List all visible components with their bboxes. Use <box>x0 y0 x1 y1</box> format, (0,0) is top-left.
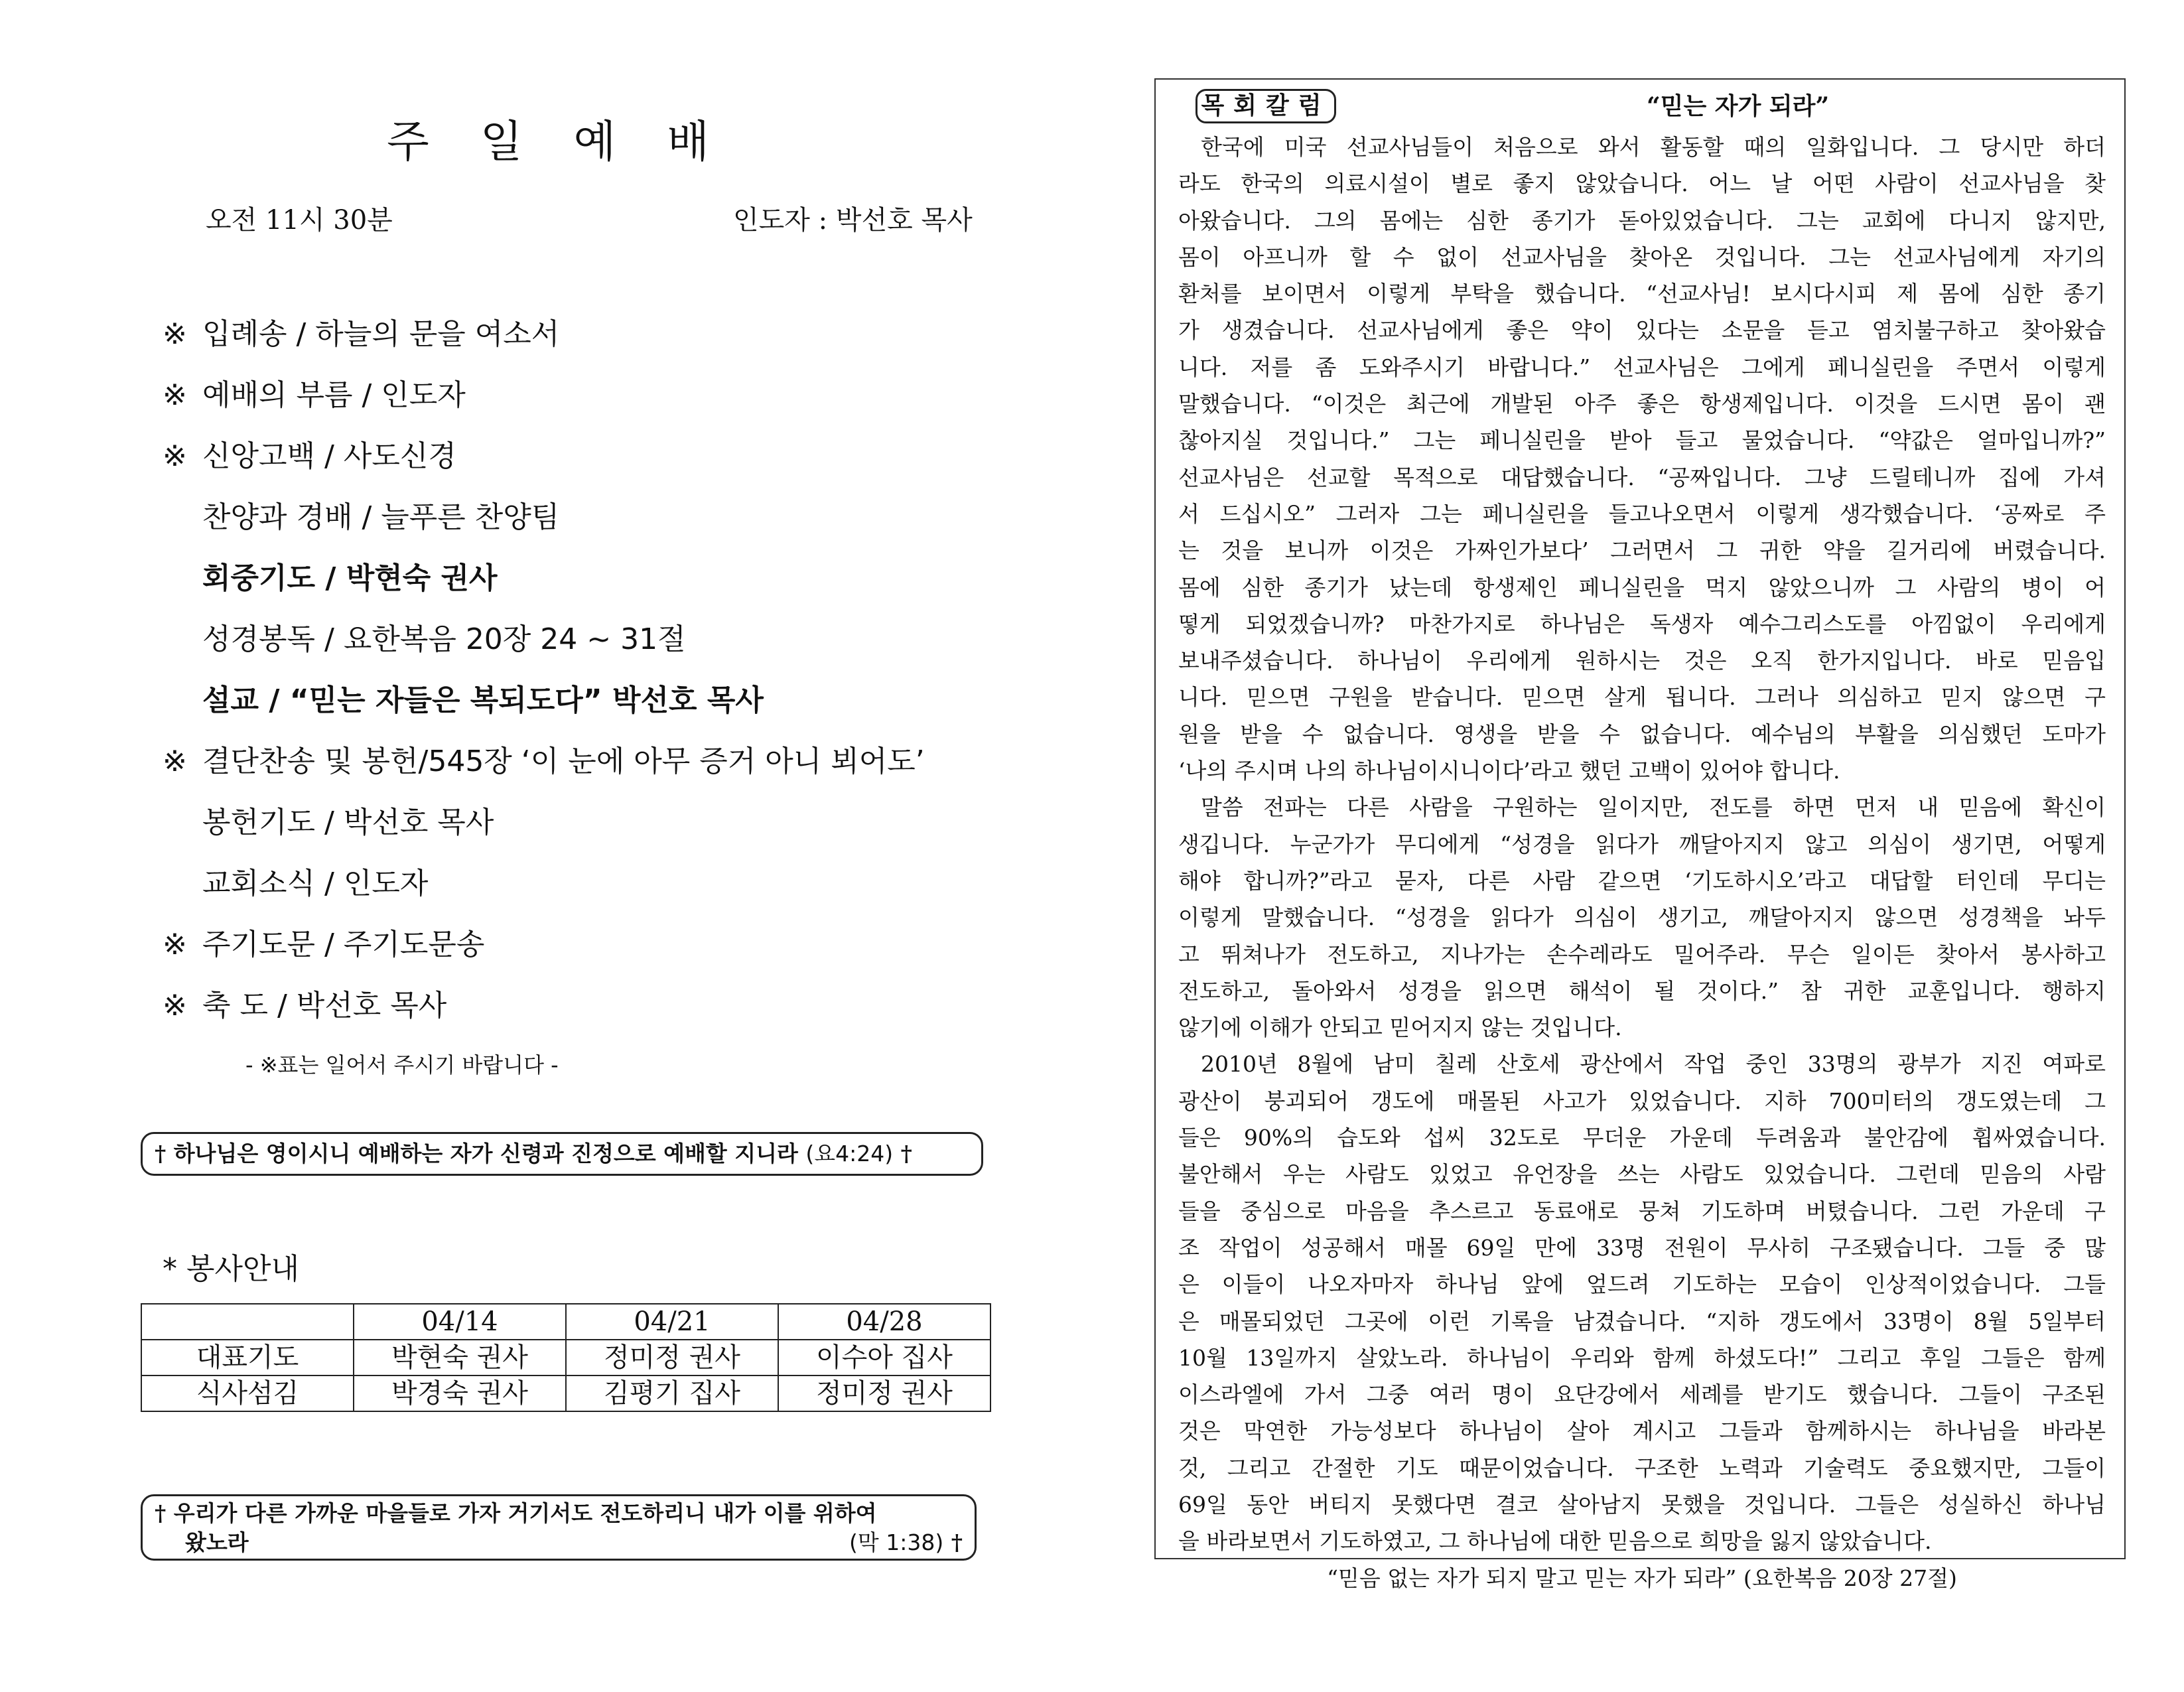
column-line: 것은 막연한 가능성보다 하나님이 살아 계시고 그들과 함께하시는 하나님을 바라본 <box>1178 1418 2106 1445</box>
worship-order-text: 결단찬송 및 봉헌/545장 ‘이 눈에 아무 증거 아니 뵈어도’ <box>202 744 925 778</box>
dagger-icon: † <box>155 1500 167 1526</box>
worship-order-text: 신앙고백 / 사도신경 <box>202 439 456 473</box>
reference-mark-icon: ※ <box>163 989 187 1022</box>
verse-text: 우리가 다른 가까운 마을들로 가자 거기서도 전도하리니 내가 이를 위하여 <box>173 1500 877 1526</box>
column-line: 2010년 8월에 남미 칠레 산호세 광산에서 작업 중인 33명의 광부가 지진 여파로 <box>1201 1051 2106 1078</box>
verse-text: 왔노라 <box>185 1529 249 1555</box>
verse-line <box>155 1499 963 1528</box>
column-line: 고 뛰쳐나가 전도하고, 지나가는 손수레라도 밀어주라. 무슨 일이든 찾아서 봉사하고 <box>1178 941 2106 967</box>
worship-order-text: 회중기도 / 박현숙 권사 <box>202 561 498 595</box>
column-line: “믿음 없는 자가 되지 말고 믿는 자가 되라” (요한복음 20장 27절) <box>1327 1565 1957 1591</box>
worship-order-text: 예배의 부름 / 인도자 <box>202 378 466 412</box>
worship-order-item <box>163 548 925 609</box>
reference-mark-icon: ※ <box>163 744 187 778</box>
worship-order-item <box>163 914 925 975</box>
column-line: 보내주셨습니다. 하나님이 우리에게 원하시는 것은 오직 한가지입니다. 바로 믿음입 <box>1178 648 2106 674</box>
column-line: 니다. 믿으면 구원을 받습니다. 믿으면 살게 됩니다. 그러나 의심하고 믿지 않으면 구 <box>1178 684 2106 711</box>
table-header-cell: 04/14 <box>354 1304 566 1340</box>
table-cell: 김평기 집사 <box>566 1375 778 1411</box>
column-line: 환처를 보이면서 이렇게 부탁을 했습니다. “선교사님! 보시다시피 제 몸에 심한 종기 <box>1178 281 2106 307</box>
column-line: 서 드십시오” 그러자 그는 페니실린을 들고나오면서 이렇게 생각했습니다. ‘공짜로 주 <box>1178 500 2106 527</box>
column-line: 말씀 전파는 다른 사람을 구원하는 일이지만, 전도를 하면 먼저 내 믿음에 확신이 <box>1201 794 2106 821</box>
column-line: 광산이 붕괴되어 갱도에 매몰된 사고가 있었습니다. 지하 700미터의 갱도였는데 그 <box>1178 1088 2106 1114</box>
service-table <box>141 1303 991 1412</box>
column-line: 몸이 아프니까 할 수 없이 선교사님을 찾아온 것입니다. 그는 선교사님에게 자기의 <box>1178 244 2106 270</box>
column-line: 들은 90%의 습도와 섭씨 32도로 무더운 가운데 두려움과 불안감에 휩싸였습니다. <box>1178 1125 2106 1151</box>
pastor-column <box>1154 78 2126 1591</box>
column-line: 해야 합니까?”라고 묻자, 다른 사람 같으면 ‘기도하시오’라고 대답할 터인데 무디는 <box>1178 867 2106 894</box>
column-line: 을 바라보면서 기도하였고, 그 하나님에 대한 믿음으로 희망을 잃지 않았습니다. <box>1178 1528 1932 1555</box>
table-header-cell: 04/21 <box>566 1304 778 1340</box>
column-line: 선교사님은 선교할 목적으로 대답했습니다. “공짜입니다. 그냥 드릴테니까 집에 가셔 <box>1178 464 2106 490</box>
worship-order-item <box>163 975 925 1036</box>
worship-order-item <box>163 731 925 792</box>
table-cell: 식사섬김 <box>141 1375 354 1411</box>
reference-mark-icon <box>163 609 202 670</box>
verse-box-mark <box>141 1494 977 1561</box>
dagger-icon: † <box>155 1141 167 1166</box>
table-cell: 정미정 권사 <box>566 1340 778 1375</box>
column-line: 아왔습니다. 그의 몸에는 심한 종기가 돋아있었습니다. 그는 교회에 다니지 않지만, <box>1178 207 2106 234</box>
column-line: 원을 받을 수 없습니다. 영생을 받을 수 없습니다. 예수님의 부활을 의심했던 도마가 <box>1178 721 2106 747</box>
column-line: 전도하고, 돌아와서 성경을 읽으면 해석이 될 것이다.” 참 귀한 교훈입니다. 행하지 <box>1178 977 2106 1004</box>
table-header-row <box>141 1304 990 1340</box>
column-line: 불안해서 우는 사람도 있었고 유언장을 쓰는 사람도 있었습니다. 그런데 믿음의 사람 <box>1178 1161 2106 1188</box>
column-line: 니다. 저를 좀 도와주시기 바랍니다.” 선교사님은 그에게 페니실린을 주면서 이렇게 <box>1178 354 2106 380</box>
reference-mark-icon: ※ <box>163 378 187 412</box>
worship-order-list <box>163 304 925 1036</box>
table-row <box>141 1375 990 1411</box>
reference-mark-icon <box>163 792 202 853</box>
worship-order-item <box>163 365 925 426</box>
worship-order-text: 입례송 / 하늘의 문을 여소서 <box>202 317 560 351</box>
column-line: 가 생겼습니다. 선교사님에게 좋은 약이 있다는 소문을 듣고 염치불구하고 찾아왔습 <box>1178 317 2106 344</box>
page-title: 주 일 예 배 <box>387 116 728 167</box>
column-line: 은 매몰되었던 그곳에 이런 기록을 남겼습니다. “지하 갱도에서 33명이 8월 5일부터 <box>1178 1308 2106 1334</box>
reference-mark-icon: ※ <box>163 317 187 351</box>
column-line: 들을 중심으로 마음을 추스르고 동료애로 뭉쳐 기도하며 버텼습니다. 그런 가운데 구 <box>1178 1198 2106 1224</box>
worship-order-item <box>163 792 925 853</box>
worship-order-text: 설교 / “믿는 자들은 복되도다” 박선호 목사 <box>202 683 764 717</box>
column-body <box>1178 129 2106 1596</box>
column-line: 10월 13일까지 살았노라. 하나님이 우리와 함께 하셨도다!” 그리고 후일 그들은 함께 <box>1178 1344 2106 1371</box>
column-line: 말했습니다. “이것은 최근에 개발된 아주 좋은 항생제입니다. 이것을 드시면 몸이 괜 <box>1178 391 2106 417</box>
dagger-icon: † <box>951 1529 963 1555</box>
column-line: 않기에 이해가 안되고 믿어지지 않는 것입니다. <box>1178 1015 1622 1041</box>
table-cell: 대표기도 <box>141 1340 354 1375</box>
verse-reference: (막 1:38) <box>849 1529 944 1555</box>
worship-order-text: 축 도 / 박선호 목사 <box>202 989 447 1022</box>
worship-order-item <box>163 304 925 365</box>
column-line: 한국에 미국 선교사님들이 처음으로 와서 활동할 때의 일화입니다. 그 당시만 하더 <box>1201 134 2106 160</box>
column-line: 몸에 심한 종기가 났는데 항생제인 페니실린을 먹지 않았으니까 그 사람의 병이 어 <box>1178 574 2106 600</box>
column-line: 라도 한국의 의료시설이 별로 좋지 않았습니다. 어느 날 어떤 사람이 선교사님을 찾 <box>1178 171 2106 197</box>
verse-text: 하나님은 영이시니 예배하는 자가 신령과 진정으로 예배할 지니라 <box>173 1141 798 1166</box>
reference-mark-icon: ※ <box>163 439 187 473</box>
service-leader: 인도자 : 박선호 목사 <box>733 205 973 236</box>
reference-mark-icon: ※ <box>163 928 187 961</box>
worship-order-item <box>163 426 925 487</box>
worship-order-text: 교회소식 / 인도자 <box>202 867 429 900</box>
table-cell: 박현숙 권사 <box>354 1340 566 1375</box>
worship-order-item <box>163 670 925 731</box>
table-cell: 이수아 집사 <box>778 1340 990 1375</box>
table-header-cell <box>141 1304 354 1340</box>
column-line: 생깁니다. 누군가가 무디에게 “성경을 읽다가 깨달아지지 않고 의심이 생기면, 어떻게 <box>1178 831 2106 857</box>
column-line: ‘나의 주시며 나의 하나님이시니이다’라고 했던 고백이 있어야 합니다. <box>1178 758 1840 784</box>
worship-order-item <box>163 853 925 914</box>
service-guide-title: * 봉사안내 <box>163 1252 300 1286</box>
column-badge: 목회칼럼 <box>1195 89 1336 123</box>
worship-order-text: 찬양과 경배 / 늘푸른 찬양팀 <box>202 500 560 534</box>
service-time: 오전 11시 30분 <box>206 205 393 236</box>
verse-reference: (요4:24) <box>805 1141 894 1166</box>
column-line: 이스라엘에 가서 그중 여러 명이 요단강에서 세례를 받기도 했습니다. 그들이 구조된 <box>1178 1381 2106 1408</box>
dagger-icon: † <box>900 1141 912 1166</box>
column-line: 는 것을 보니까 이것은 가짜인가보다’ 그러면서 그 귀한 약을 길거리에 버렸습니다. <box>1178 537 2106 564</box>
worship-order-item <box>163 487 925 548</box>
reference-mark-icon <box>163 670 202 731</box>
reference-mark-icon <box>163 853 202 914</box>
column-title: “믿는 자가 되라” <box>1647 92 1830 120</box>
stand-note: - ※표는 일어서 주시기 바랍니다 - <box>245 1052 559 1078</box>
table-cell: 박경숙 권사 <box>354 1375 566 1411</box>
worship-order-text: 봉헌기도 / 박선호 목사 <box>202 806 494 839</box>
worship-order-item <box>163 609 925 670</box>
column-line: 떻게 되었겠습니까? 마찬가지로 하나님은 독생자 예수그리스도를 아낌없이 우리에게 <box>1178 610 2106 637</box>
reference-mark-icon <box>163 548 202 609</box>
worship-order-text: 주기도문 / 주기도문송 <box>202 928 485 961</box>
column-line: 찮아지실 것입니다.” 그는 페니실린을 받아 들고 물었습니다. “약값은 얼마입니까?” <box>1178 427 2106 454</box>
table-row <box>141 1340 990 1375</box>
worship-order-text: 성경봉독 / 요한복음 20장 24 ~ 31절 <box>202 622 686 656</box>
column-line: 이렇게 말했습니다. “성경을 읽다가 의심이 생기고, 깨달아지지 않으면 성경책을 놔두 <box>1178 904 2106 931</box>
table-cell: 정미정 권사 <box>778 1375 990 1411</box>
column-line: 은 이들이 나오자마자 하나님 앞에 엎드려 기도하는 모습이 인상적이었습니다. 그들 <box>1178 1271 2106 1298</box>
column-line: 것, 그리고 간절한 기도 때문이었습니다. 구조한 노력과 기술력도 중요했지만, 그들이 <box>1178 1454 2106 1481</box>
verse-line <box>155 1528 963 1557</box>
reference-mark-icon <box>163 487 202 548</box>
column-line: 69일 동안 버티지 못했다면 결코 살아남지 못했을 것입니다. 그들은 성실하신 하나님 <box>1178 1491 2106 1517</box>
verse-box-john <box>141 1132 983 1176</box>
table-header-cell: 04/28 <box>778 1304 990 1340</box>
column-line: 조 작업이 성공해서 매몰 69일 만에 33명 전원이 무사히 구조됐습니다. 그들 중 많 <box>1178 1234 2106 1261</box>
